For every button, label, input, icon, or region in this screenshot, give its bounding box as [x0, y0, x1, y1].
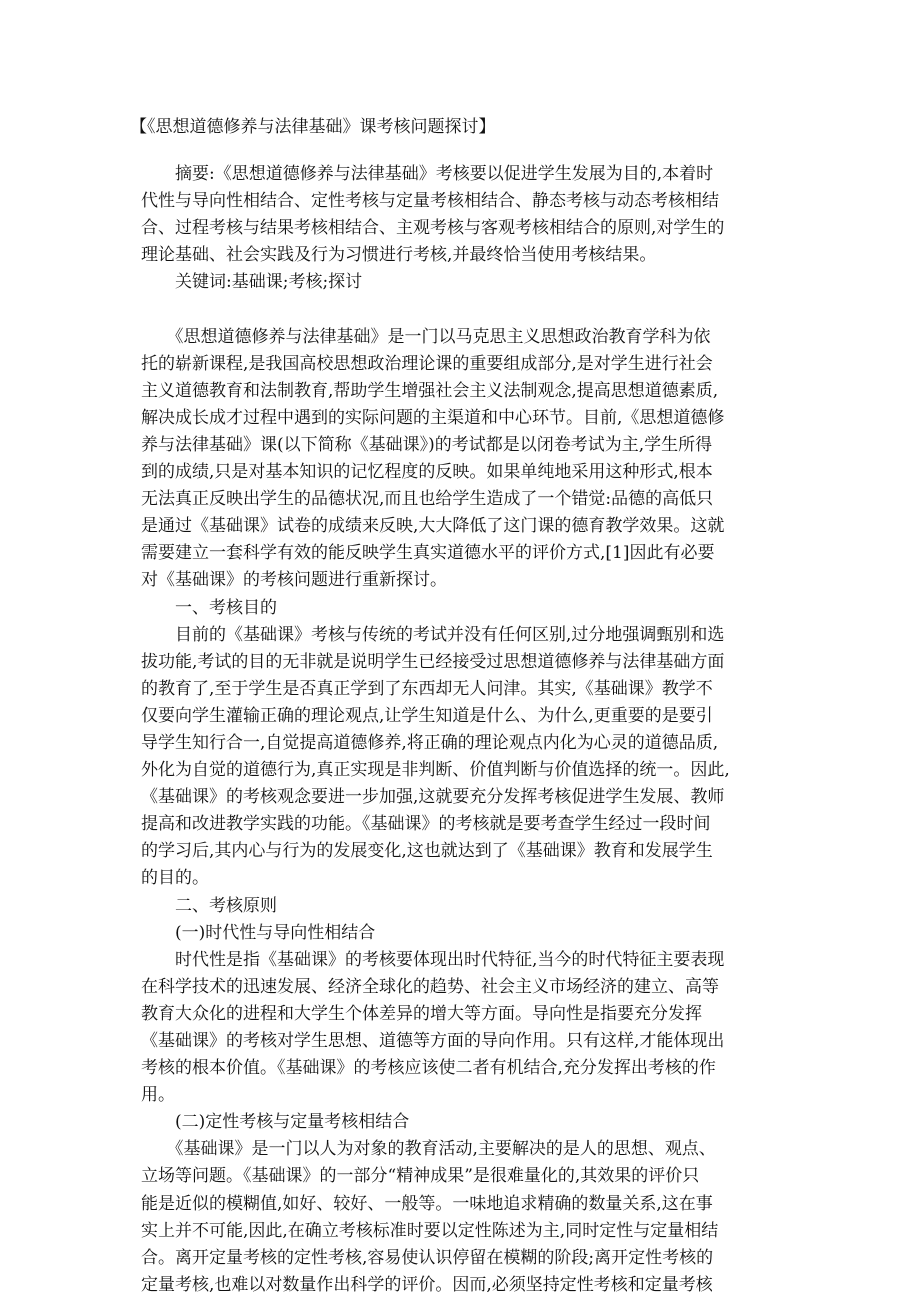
body-text-line: 理论基础、社会实践及行为习惯进行考核,并最终恰当使用考核结果。 — [141, 245, 657, 266]
body-text-line: 需要建立一套科学有效的能反映学生真实道德水平的评价方式,[1]因此有必要 — [141, 543, 715, 564]
body-text-line: 托的崭新课程,是我国高校思想政治理论课的重要组成部分,是对学生进行社会 — [141, 353, 713, 374]
body-text-line: 对《基础课》的考核问题进行重新探讨。 — [141, 570, 447, 591]
body-text-line: 拔功能,考试的目的无非就是说明学生已经接受过思想道德修养与法律基础方面 — [141, 651, 725, 672]
body-text-line: 《基础课》是一门以人为对象的教育活动,主要解决的是人的思想、观点、 — [141, 1139, 716, 1160]
body-text-line: 代性与导向性相结合、定性考核与定量考核相结合、静态考核与动态考核相结 — [141, 191, 719, 212]
body-text-line: 用。 — [141, 1085, 175, 1106]
body-text-line: 能是近似的模糊值,如好、较好、一般等。一味地追求精确的数量关系,这在事 — [141, 1193, 713, 1214]
body-text-line: 《思想道德修养与法律基础》是一门以马克思主义思想政治教育学科为依 — [141, 326, 711, 347]
body-text-line: 养与法律基础》课(以下简称《基础课》)的考试都是以闭卷考试为主,学生所得 — [141, 434, 713, 455]
body-text-line: 仅要向学生灌输正确的理论观点,让学生知道是什么、为什么,更重要的是要引 — [141, 705, 713, 726]
body-text-line: 摘要:《思想道德修养与法律基础》考核要以促进学生发展为目的,本着时 — [141, 164, 714, 184]
body-text-line: 提高和改进教学实践的功能。《基础课》的考核就是要考查学生经过一段时间 — [141, 814, 711, 835]
body-text-line: 合。离开定量考核的定性考核,容易使认识停留在模糊的阶段;离开定性考核的 — [141, 1247, 714, 1268]
body-text-line: 一、考核目的 — [141, 597, 277, 618]
body-text-line: 考核的根本价值。《基础课》的考核应该使二者有机结合,充分发挥出考核的作 — [141, 1058, 716, 1079]
body-text-line: 定量考核,也难以对数量作出科学的评价。因而,必须坚持定性考核和定量考核 — [141, 1274, 713, 1295]
body-text-line: 关键词:基础课;考核;探讨 — [141, 272, 363, 293]
body-text-line: 时代性是指《基础课》的考核要体现出时代特征,当今的时代特征主要表现 — [141, 949, 725, 970]
body-text-line: 《基础课》的考核观念要进一步加强,这就要充分发挥考核促进学生发展、教师 — [141, 787, 725, 808]
body-text-line: 的目的。 — [141, 868, 209, 889]
body-text-line: (一)时代性与导向性相结合 — [141, 922, 376, 943]
body-text-line: 主义道德教育和法制教育,帮助学生增强社会主义法制观念,提高思想道德素质, — [141, 380, 719, 401]
body-text-line: 是通过《基础课》试卷的成绩来反映,大大降低了这门课的德育教学效果。这就 — [141, 516, 725, 537]
body-text-line: 外化为自觉的道德行为,真正实现是非判断、价值判断与价值选择的统一。因此, — [141, 760, 730, 781]
document-title: 【《思想道德修养与法律基础》课考核问题探讨】 — [130, 117, 496, 137]
body-text-line: 实上并不可能,因此,在确立考核标准时要以定性陈述为主,同时定性与定量相结 — [141, 1220, 719, 1241]
body-text-line: 无法真正反映出学生的品德状况,而且也给学生造成了一个错觉:品德的高低只 — [141, 489, 714, 510]
blank-line — [141, 296, 789, 323]
body-text-line: 解决成长成才过程中遇到的实际问题的主渠道和中心环节。目前,《思想道德修 — [141, 407, 725, 428]
body-text-line: 目前的《基础课》考核与传统的考试并没有任何区别,过分地强调甄别和选 — [141, 624, 725, 645]
body-text-line: 的学习后,其内心与行为的发展变化,这也就达到了《基础课》教育和发展学生 — [141, 841, 713, 862]
body-text-line: 合、过程考核与结果考核相结合、主观考核与客观考核相结合的原则,对学生的 — [141, 218, 725, 239]
document-body — [141, 161, 789, 1299]
body-text-line: 《基础课》的考核对学生思想、道德等方面的导向作用。只有这样,才能体现出 — [141, 1031, 725, 1051]
body-text-line: 教育大众化的进程和大学生个体差异的增大等方面。导向性是指要充分发挥 — [141, 1003, 702, 1024]
body-text-line: 在科学技术的迅速发展、经济全球化的趋势、社会主义市场经济的建立、高等 — [141, 976, 719, 997]
body-text-line: 的教育了,至于学生是否真正学到了东西却无人问津。其实,《基础课》教学不 — [141, 678, 713, 699]
body-text-line: 立场等问题。《基础课》的一部分“精神成果”是很难量化的,其效果的评价只 — [141, 1166, 700, 1187]
body-text-line: 二、考核原则 — [141, 895, 277, 916]
body-text-line: 到的成绩,只是对基本知识的记忆程度的反映。如果单纯地采用这种形式,根本 — [141, 462, 713, 483]
body-text-line: (二)定性考核与定量考核相结合 — [141, 1112, 410, 1133]
body-text-line: 导学生知行合一,自觉提高道德修养,将正确的理论观点内化为心灵的道德品质, — [141, 732, 719, 753]
